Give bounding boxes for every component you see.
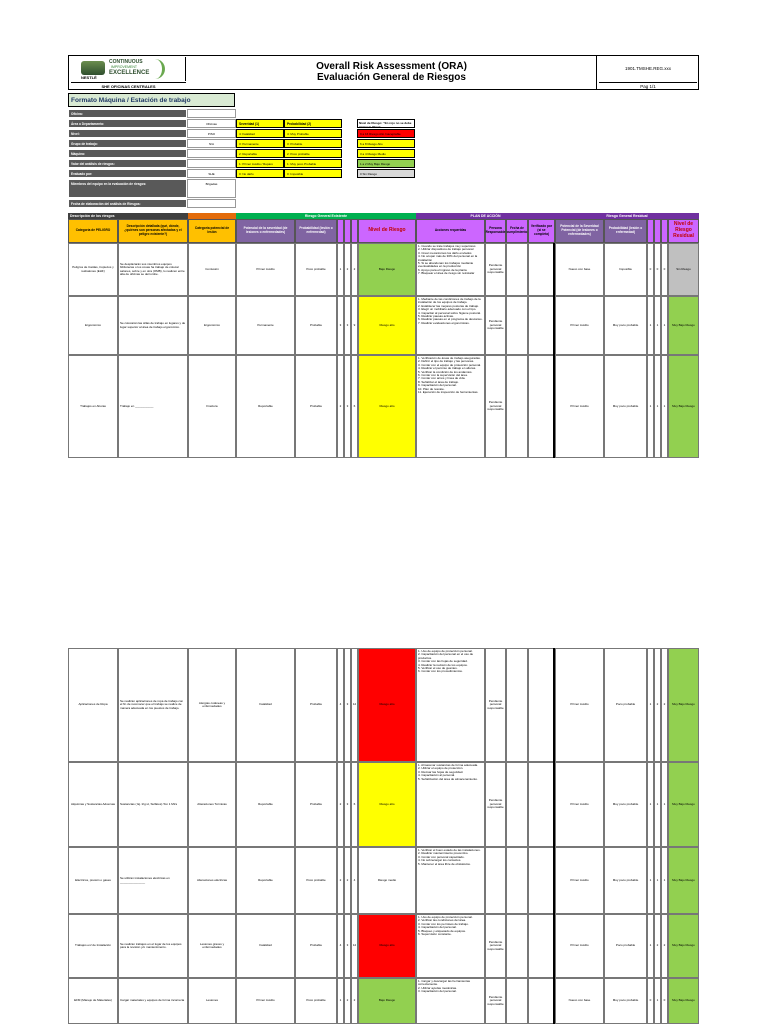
company-logo — [71, 57, 186, 81]
cell-res-probability: Muy poco probable — [604, 847, 647, 914]
cell-verify — [528, 978, 555, 1024]
cell-description: Se desplazarán sus miembros equipos bibliotecas o los cosas ha trabajo de colocar salones, sobre y en otra (OMB), lo realicen entre alta de oficinas se derrumbe. — [118, 243, 188, 296]
severity-item: 3: Permanente — [236, 139, 284, 148]
form-field-label: Área o Departamento: — [68, 119, 187, 128]
cell-category: EFM (Manejo de Materiales) — [68, 978, 118, 1024]
col-rs — [647, 219, 654, 243]
cell-rr: 2 — [661, 648, 668, 762]
cell-actions: 1. Verificar el buen estado de las instalaciones. 2. Realizar mantenimiento preventivo. 3. Contar con personal capacitado. 4. No sobrecargar los contactos. 5. Mantener el área libre de obstáculos. — [416, 847, 485, 914]
cell-level: Bajo Riesgo — [358, 243, 416, 296]
cell-s: 4 — [337, 648, 344, 762]
section-divider — [553, 648, 555, 762]
cell-p: 3 — [344, 648, 351, 762]
cell-level: Riesgo alto — [358, 762, 416, 847]
cell-res-level: Muy Bajo Riesgo — [668, 847, 699, 914]
cell-p: 3 — [344, 762, 351, 847]
cell-res-severity: Primer Auxilio — [555, 914, 604, 978]
cell-rp: 1 — [654, 296, 661, 355]
cell-verify — [528, 243, 555, 296]
cell-r: 2 — [351, 243, 358, 296]
severity-item: 4: Fatalidad — [236, 129, 284, 138]
cell-probability: Probable — [295, 355, 337, 458]
form-field-value — [187, 199, 236, 208]
cell-res-probability: Muy poco probable — [604, 762, 647, 847]
cell-verify — [528, 648, 555, 762]
logo-bottom-text: EXCELLENCE — [109, 70, 150, 76]
cell-res-severity: Primer Auxilio — [555, 296, 604, 355]
cell-s: 2 — [337, 762, 344, 847]
col-severity: Potencial de la severidad (de lesiones o enfermedades) — [236, 219, 295, 243]
cell-res-level: Muy Bajo Riesgo — [668, 355, 699, 458]
form-field-label: Máquina: — [68, 149, 187, 158]
cell-severity: Primer Auxilio — [236, 243, 295, 296]
cell-res-level: Muy Bajo Riesgo — [668, 914, 699, 978]
form-field-value — [187, 159, 236, 168]
cell-probability: Poco probable — [295, 847, 337, 914]
cell-potential: Fractura — [188, 355, 236, 458]
office-label: SHE OFICINAS CENTRALES — [71, 82, 186, 89]
probability-item: 0: Imposible — [284, 169, 342, 178]
cell-potential: Contusión — [188, 243, 236, 296]
section-residual-header: Riesgo General Residual — [555, 213, 699, 219]
cell-severity: Fatalidad — [236, 648, 295, 762]
probability-item: 1: Muy poco Probable — [284, 159, 342, 168]
cell-probability: Probable — [295, 914, 337, 978]
cell-category: Eléctricos, presión o gases — [68, 847, 118, 914]
form-field-value: N/A — [187, 139, 236, 148]
cell-rr: 1 — [661, 296, 668, 355]
cell-level: Riesgo alto — [358, 296, 416, 355]
cell-res-level: Sin Riesgo — [668, 243, 699, 296]
risk-level-item: 0 Sin Riesgo — [357, 169, 415, 178]
title-block — [187, 56, 597, 89]
cell-potential: Lesiones graves y enfermedades — [188, 914, 236, 978]
cell-r: 12 — [351, 648, 358, 762]
cell-actions: 1. Mediante de las condiciones de trabajo de la instalación de los equipos de trabajo. 2. Establecer las mejores posturas de trabajo. 3. Elegir un mobiliario adecuado con el tipo. 4. Capacitar al personal sobre higiene postural. 5. Realizar pausas activas. 6. Realizar pausas en el programa de descanso. 7. Realizar evaluaciones ergonómicas. — [416, 296, 485, 355]
probability-header: Probabilidad (2) — [284, 119, 342, 128]
col-res-probability: Probabilidad (lesión o enfermedad) — [604, 219, 647, 243]
cell-date — [506, 914, 528, 978]
section-divider — [553, 355, 555, 458]
cell-category: Trabajos en/ de Instalación — [68, 914, 118, 978]
cell-responsible: Pendiente personal responsable — [485, 648, 506, 762]
logo-brand: NESTLÉ — [81, 75, 97, 80]
col-level: Nivel de Riesgo — [358, 219, 416, 243]
col-res-level: Nivel de Riesgo Residual — [668, 219, 699, 243]
cell-rp: 1 — [654, 762, 661, 847]
form-field-label: Evaluado por: — [68, 169, 187, 178]
cell-potential: Alteraciones Térmicas — [188, 762, 236, 847]
section-existing-header: Riesgo General Existente — [236, 213, 416, 219]
cell-res-probability: Poco probable — [604, 914, 647, 978]
cell-probability: Poco probable — [295, 243, 337, 296]
section-divider — [553, 762, 555, 847]
section-divider — [553, 914, 555, 978]
logo-nest-icon — [81, 61, 105, 75]
cell-s: 4 — [337, 914, 344, 978]
cell-verify — [528, 914, 555, 978]
cell-rr: 1 — [661, 847, 668, 914]
cell-description: Se realizan aplicaciones de ropa de trabajo con el fin de reconocer que el trabajo se realice de manera adecuada en los puestos de trabajo. — [118, 648, 188, 762]
cell-rs: 1 — [647, 847, 654, 914]
cell-actions: 1. Cargar y descargar las herramientas correctamente. 2. Utilizar ayudas mecánicas. 3. Capacitación del personal. — [416, 978, 485, 1024]
cell-rp: 1 — [654, 355, 661, 458]
cell-potential: Lesiones — [188, 978, 236, 1024]
cell-potential: Alteraciones eléctricas — [188, 847, 236, 914]
cell-p: 2 — [344, 847, 351, 914]
cell-responsible — [485, 847, 506, 914]
cell-r: 12 — [351, 914, 358, 978]
cell-responsible: Pendiente personal responsable — [485, 978, 506, 1024]
cell-severity: Primer Auxilio — [236, 978, 295, 1024]
cell-s: 1 — [337, 978, 344, 1024]
cell-severity: Permanente — [236, 296, 295, 355]
form-field-value: Brigadas — [187, 179, 236, 198]
cell-actions: 1. Uso de equipo de protección personal. 2. Verificar las condiciones del área. 3. Contar con los permisos de trabajo. 4. Capacitación del personal. 5. Bloqueo y etiquetado de equipos. 6. Supervisión constante. — [416, 914, 485, 978]
cell-responsible: Pendiente personal responsable — [485, 914, 506, 978]
risk-level-item: 6 a 8 Riesgo Alto — [357, 139, 415, 148]
cell-rs: 1 — [647, 914, 654, 978]
cell-res-severity: Primer Auxilio — [555, 762, 604, 847]
cell-r: 6 — [351, 355, 358, 458]
cell-description: Se utilizan instalaciones eléctricas en _______________ — [118, 847, 188, 914]
cell-level: Bajo Riesgo — [358, 978, 416, 1024]
form-title: Formato Máquina / Estación de trabajo — [68, 93, 235, 107]
cell-severity: Reportable — [236, 847, 295, 914]
col-date: Fecha de cumplimiento — [506, 219, 528, 243]
cell-res-level: Muy Bajo Riesgo — [668, 762, 699, 847]
probability-item: 4: Muy Probable — [284, 129, 342, 138]
risk-level-item: 9 a 16 Riesgo Alto Inaceptable — [357, 129, 415, 138]
title-english: Overall Risk Assessment (ORA) — [316, 61, 467, 72]
section-divider — [553, 296, 555, 355]
cell-responsible: Pendiente personal responsable — [485, 762, 506, 847]
cell-rs: 1 — [647, 296, 654, 355]
cell-p: 3 — [344, 355, 351, 458]
cell-r: 2 — [351, 978, 358, 1024]
probability-item: 2: Poco probable — [284, 149, 342, 158]
cell-description: Sustancias ( Ej. Irig.H, Sulfatos) Ton 1 Mtrs — [118, 762, 188, 847]
cell-p: 2 — [344, 978, 351, 1024]
cell-res-probability: Poco probable — [604, 648, 647, 762]
logo-mid-text: IMPROVEMENT — [111, 65, 138, 69]
severity-item: 2: Reportable — [236, 149, 284, 158]
cell-rs: 1 — [647, 355, 654, 458]
cell-verify — [528, 847, 555, 914]
cell-p: 3 — [344, 914, 351, 978]
cell-rp: 2 — [654, 914, 661, 978]
cell-level: Riesgo alto — [358, 648, 416, 762]
form-field-label: Valor del análisis de riesgos: — [68, 159, 187, 168]
form-field-value: PISO — [187, 129, 236, 138]
form-field-label: Grupo de trabajo: — [68, 139, 187, 148]
cell-s: 1 — [337, 243, 344, 296]
cell-res-probability: Imposible — [604, 243, 647, 296]
cell-responsible: Pendiente personal responsable — [485, 243, 506, 296]
risk-level-item: 3 a 4 Riesgo Medio — [357, 149, 415, 158]
col-s — [337, 219, 344, 243]
cell-r: 4 — [351, 847, 358, 914]
cell-s: 2 — [337, 847, 344, 914]
col-rr — [661, 219, 668, 243]
cell-potential: Ergonómico — [188, 296, 236, 355]
cell-description: Trabajo en ___________ — [118, 355, 188, 458]
cell-actions: 1. Verificación de áreas de trabajo aseguradas. 2. Definir el tipo de trabajo y las personas. 3. Contar con el equipo de protección personal. 4. Realizar el permiso de trabajo en alturas. 5. Verificar la condición de los andamios. 6. Contar con la supervisión del área. 7. Contar con arnés y línea de vida. 8. Señalizar el área de trabajo. 9. Capacitación del personal. 10. Plan de rescate. 11. Ejecución de inspección de herramientas. — [416, 355, 485, 458]
cell-description: Cargar materiales y equipos de forma incorrecta — [118, 978, 188, 1024]
cell-category: Peligros de Caídas, tropiezos y resbalones (EHF) — [68, 243, 118, 296]
cell-category: Aplicaciones de Ropa — [68, 648, 118, 762]
section-action-header: PLAN DE ACCIÓN — [416, 213, 555, 219]
form-field-label: Miembros del equipo en la evaluación de riesgos: — [68, 179, 187, 198]
form-field-value — [187, 149, 236, 158]
cell-rp: 0 — [654, 243, 661, 296]
cell-date — [506, 847, 528, 914]
col-actions: Acciones requeridas — [416, 219, 485, 243]
cell-date — [506, 648, 528, 762]
cell-level: Riesgo alto — [358, 914, 416, 978]
cell-date — [506, 243, 528, 296]
form-field-value — [187, 109, 236, 118]
cell-probability: Probable — [295, 296, 337, 355]
severity-header: Severidad (1) — [236, 119, 284, 128]
cell-probability: Probable — [295, 648, 337, 762]
cell-res-probability: Muy poco probable — [604, 978, 647, 1024]
cell-res-probability: Muy poco probable — [604, 355, 647, 458]
risk-level-header: Nivel de Riesgo: "En rojo no se debe iniciar la Obra" — [357, 119, 415, 128]
section-divider — [553, 978, 555, 1024]
cell-actions: 1. Cuando se trate trabajos muy superiores 2. Utilizar dispositivos de trabajo personal 3. Crear mecanismos los daño enviados 4. No ocupar más de 30% del personal en la instalación 5. Si se abandonan los trabajos mediante eventualidades en la producción 6. Apoyo para el ingreso de la planta 7. Bloquear el área de riesgo sin reinstalar — [416, 243, 485, 296]
cell-res-level: Muy Bajo Riesgo — [668, 296, 699, 355]
page-number: Pag 1/1 — [599, 82, 697, 89]
cell-res-level: Muy Bajo Riesgo — [668, 648, 699, 762]
logo-swoosh-icon — [155, 59, 165, 79]
cell-rp: 1 — [654, 978, 661, 1024]
cell-rr: 0 — [661, 243, 668, 296]
cell-res-severity: Primer Auxilio — [555, 355, 604, 458]
cell-r: 6 — [351, 762, 358, 847]
section-desc-header: Descripción de los riesgos — [68, 213, 236, 219]
cell-date — [506, 355, 528, 458]
cell-rr: 1 — [661, 762, 668, 847]
cell-rs: 1 — [647, 762, 654, 847]
cell-s: 3 — [337, 296, 344, 355]
cell-description: Se realizan trabajos en el lugar de los equipos para la revisión y/o mantenimiento. — [118, 914, 188, 978]
cell-probability: Poco probable — [295, 978, 337, 1024]
cell-actions: 1. Almacenar sustancias de forma adecuada. 2. Utilizar el equipo de protección. 3. Revisar las hojas de seguridad. 4. Capacitación al personal. 5. Señalización del área de almacenamiento. — [416, 762, 485, 847]
col-description: Descripción detallada (qué, dónde, ¿quiénes son personas afectadas y el peligro existente?) — [118, 219, 188, 243]
section-divider — [553, 243, 555, 296]
form-field-label: Oficina: — [68, 109, 187, 118]
cell-verify — [528, 355, 555, 458]
col-r — [351, 219, 358, 243]
cell-rr: 0 — [661, 978, 668, 1024]
cell-rr: 1 — [661, 355, 668, 458]
cell-category: Ergonómico — [68, 296, 118, 355]
cell-p: 2 — [344, 243, 351, 296]
cell-actions: 1. Uso de equipo de protección personal. 2. Capacitación del personal en el uso de productos. 3. Contar con las hojas de seguridad. 4. Realizar la revisión de los equipos. 5. Verificar el uso de guantes. 6. Contar con los procedimientos. — [416, 648, 485, 762]
cell-r: 9 — [351, 296, 358, 355]
cell-date — [506, 762, 528, 847]
cell-level: Riesgo alto — [358, 355, 416, 458]
cell-rp: 1 — [654, 847, 661, 914]
cell-res-severity: Nuevo con base — [555, 978, 604, 1024]
probability-item: 3: Probable — [284, 139, 342, 148]
cell-res-level: Muy Bajo Riesgo — [668, 978, 699, 1024]
cell-date — [506, 978, 528, 1024]
doc-code: 1901.TMSHE.REG.xxx — [624, 66, 671, 71]
cell-rs: 1 — [647, 648, 654, 762]
cell-rs: 0 — [647, 978, 654, 1024]
cell-severity: Reportable — [236, 762, 295, 847]
cell-verify — [528, 762, 555, 847]
cell-category: Alquimias y Sustancias Adversas — [68, 762, 118, 847]
col-category: Categoría de PELIGRO — [68, 219, 118, 243]
form-field-label: Nivel: — [68, 129, 187, 138]
severity-item: 1: Primer Auxilio / Reparo — [236, 159, 284, 168]
cell-p: 3 — [344, 296, 351, 355]
cell-responsible: Pendiente personal responsable — [485, 296, 506, 355]
cell-res-severity: Primer Auxilio — [555, 648, 604, 762]
cell-severity: Fatalidad — [236, 914, 295, 978]
severity-item: 0: No daño — [236, 169, 284, 178]
risk-level-item: 1 a 2 Muy Bajo Riesgo — [357, 159, 415, 168]
cell-description: Se colocarán las sillas de trabajo en lugares y de lugar superior al área de trabajo ergonómico. — [118, 296, 188, 355]
col-res-severity: Potencial de la Severidad Potencial (de lesiones o enfermedades) — [555, 219, 604, 243]
cell-verify — [528, 296, 555, 355]
col-verify: Verificado por (si se completa) — [528, 219, 555, 243]
form-field-value: Oficinas — [187, 119, 236, 128]
cell-res-probability: Muy poco probable — [604, 296, 647, 355]
cell-rp: 2 — [654, 648, 661, 762]
cell-severity: Reportable — [236, 355, 295, 458]
cell-responsible: Pendiente personal responsable — [485, 355, 506, 458]
logo-top-text: CONTINUOUS — [109, 59, 143, 65]
cell-res-severity: Primer Auxilio — [555, 847, 604, 914]
form-field-label: Fecha de elaboración del análisis de Riesgos: — [68, 199, 187, 208]
cell-rs: 0 — [647, 243, 654, 296]
title-spanish: Evaluación General de Riesgos — [317, 72, 466, 83]
cell-category: Trabajos en Alturas — [68, 355, 118, 458]
form-field-value: SHE — [187, 169, 236, 178]
col-rp — [654, 219, 661, 243]
col-potential: Categoría potencial de lesión — [188, 219, 236, 243]
col-responsible: Persona Responsable — [485, 219, 506, 243]
cell-potential: Alergias cutáneas y enfermedades — [188, 648, 236, 762]
document-header — [68, 55, 699, 90]
cell-s: 2 — [337, 355, 344, 458]
cell-probability: Probable — [295, 762, 337, 847]
col-p — [344, 219, 351, 243]
cell-level: Riesgo medio — [358, 847, 416, 914]
col-probability: Probabilidad (lesión o enfermedad) — [295, 219, 337, 243]
section-divider — [553, 847, 555, 914]
cell-rr: 2 — [661, 914, 668, 978]
cell-date — [506, 296, 528, 355]
cell-res-severity: Nuevo con base — [555, 243, 604, 296]
